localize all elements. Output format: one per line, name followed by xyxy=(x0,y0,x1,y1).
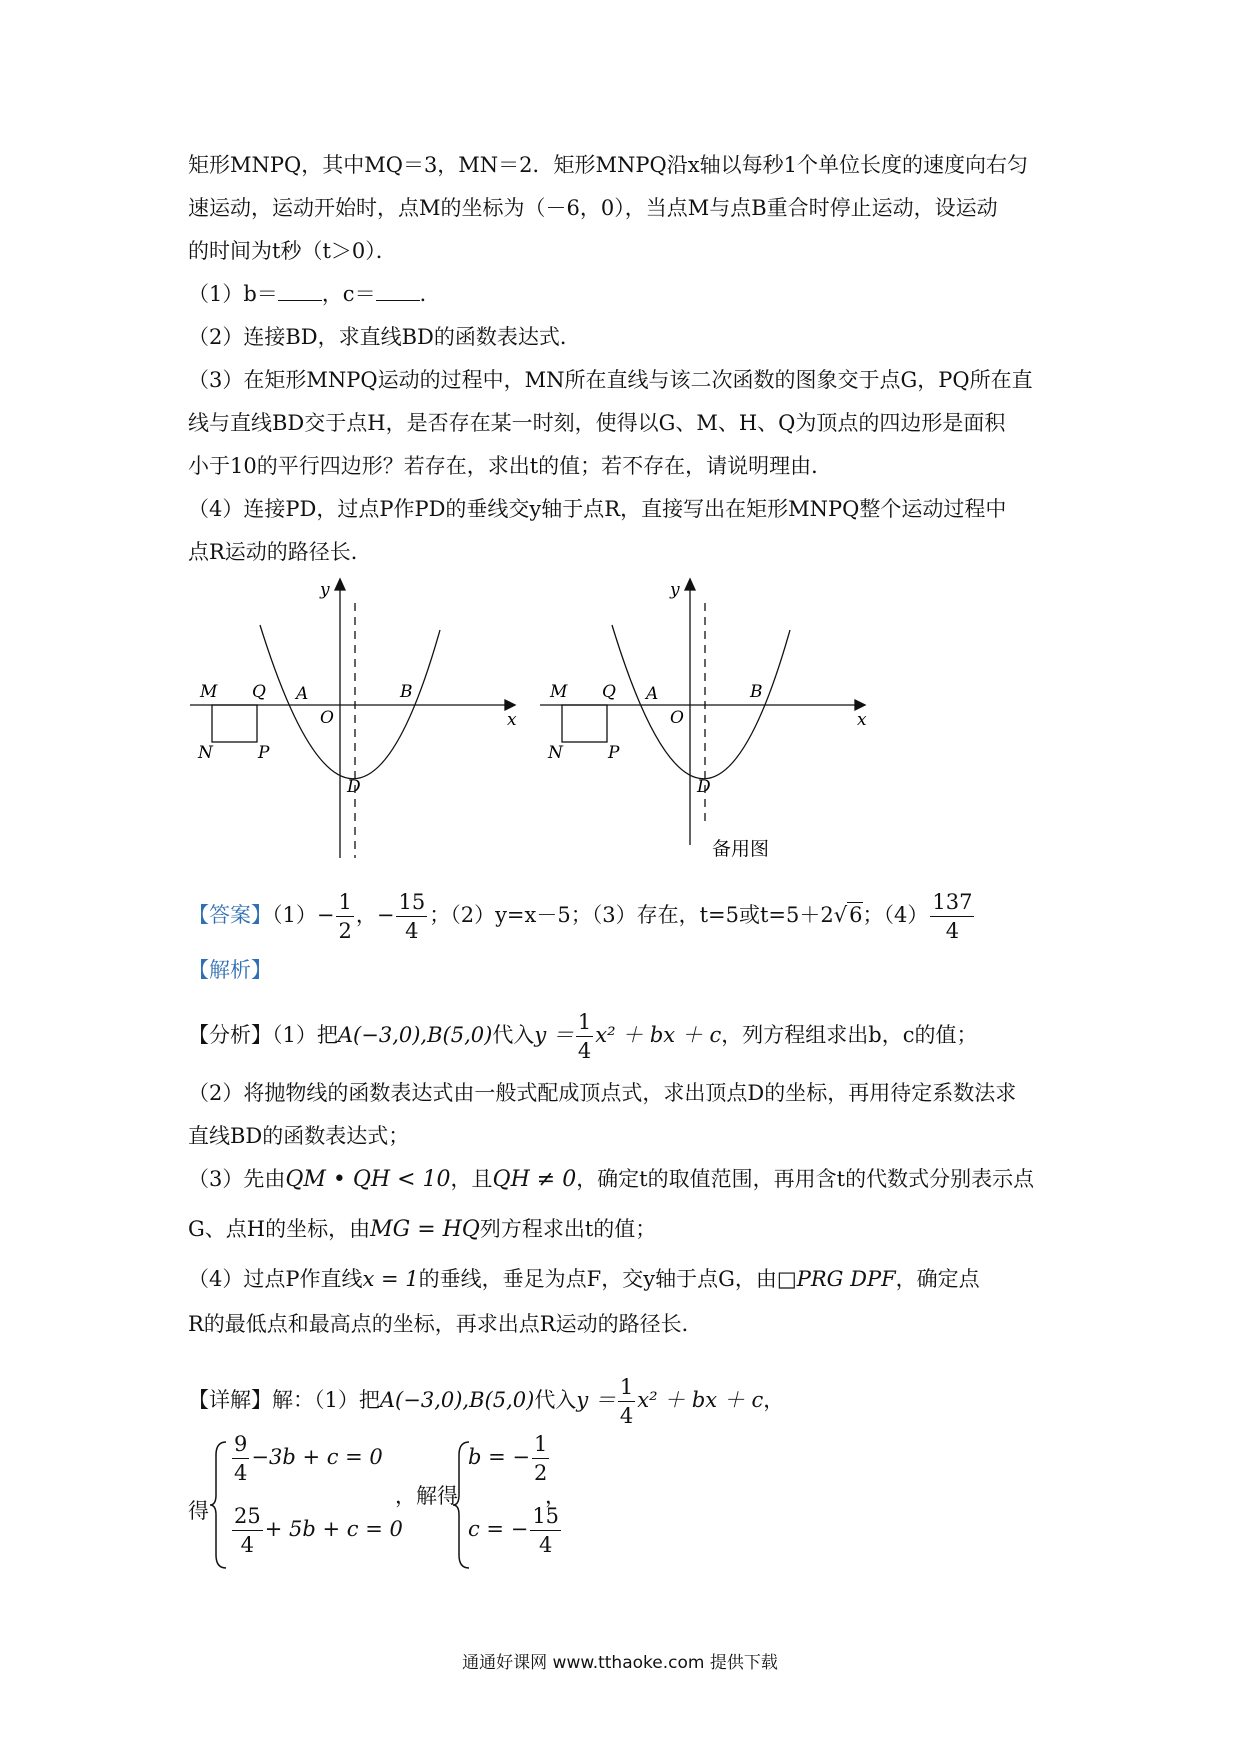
detail-tag: 【详解】 xyxy=(188,1388,272,1412)
frac-den: 2 xyxy=(534,1461,548,1485)
question-3-line-3: 小于10的平行四边形？若存在，求出t的值；若不存在，请说明理由． xyxy=(188,454,833,478)
analysis-line-3: 直线BD的函数表达式； xyxy=(188,1124,410,1148)
label-m: M xyxy=(550,682,568,702)
blank-b xyxy=(278,282,322,301)
answer-fraction-3 xyxy=(930,888,974,945)
answer-comma: ， xyxy=(355,903,377,927)
text: 的垂线，垂足为点F，交y轴于点G，由 xyxy=(418,1267,777,1291)
line-expr: x = 1 xyxy=(362,1267,419,1291)
text: ，列方程组求出b，c的值； xyxy=(721,1023,978,1047)
label-x: x xyxy=(857,710,867,730)
sqrt-symbol: √ xyxy=(833,903,848,927)
frac-num: 15 xyxy=(396,888,427,917)
label-p: P xyxy=(608,743,620,763)
frac-num: 25 xyxy=(232,1502,263,1531)
poly-expr: x² ＋ bx ＋ c xyxy=(637,1388,764,1412)
question-4-line-2: 点R运动的路径长． xyxy=(188,540,372,564)
answer-sign-2: − xyxy=(376,903,395,927)
text: 代入 xyxy=(492,1023,535,1047)
question-3-line-2: 线与直线BD交于点H，是否存在某一时刻，使得以G、M、H、Q为顶点的四边形是面积 xyxy=(188,411,1006,435)
label-y: y xyxy=(320,580,330,600)
left-brace-1 xyxy=(210,1440,230,1570)
answer-fraction-2 xyxy=(396,888,427,945)
label-b: B xyxy=(400,682,413,702)
figure-backup xyxy=(540,575,880,865)
answer-p1: （1） xyxy=(272,903,317,927)
rectangle-mnpq xyxy=(562,705,607,742)
y-expr: y ＝ xyxy=(576,1388,616,1412)
solve-label: ，解得 xyxy=(395,1484,458,1508)
frac-den: 4 xyxy=(945,919,960,943)
q1-end: ． xyxy=(419,282,441,306)
x-axis-arrow-icon xyxy=(505,700,515,710)
label-n: N xyxy=(548,743,563,763)
blank-c xyxy=(376,282,420,301)
analysis-tag: 【分析】 xyxy=(188,1023,272,1047)
question-1 xyxy=(188,279,441,309)
label-y: y xyxy=(670,580,680,600)
analysis-line-7: R的最低点和最高点的坐标，再求出点R运动的路径长． xyxy=(188,1312,703,1336)
analysis-line-4 xyxy=(188,1164,1034,1195)
label-m: M xyxy=(200,682,218,702)
fraction-quarter xyxy=(618,1373,635,1430)
equation-2 xyxy=(230,1502,403,1559)
points-expr: A(−3,0),B(5,0) xyxy=(379,1388,535,1412)
label-o: O xyxy=(320,708,334,728)
solution-c xyxy=(468,1502,563,1559)
text: ，且 xyxy=(450,1167,493,1191)
sol1-fraction xyxy=(532,1430,549,1487)
problem-line-1: 矩形MNPQ，其中MQ＝3，MN＝2．矩形MNPQ沿x轴以每秒1个单位长度的速度向右匀 xyxy=(188,153,1028,177)
frac-den: 4 xyxy=(234,1461,248,1485)
frac-num: 1 xyxy=(532,1430,549,1459)
sol2-lhs: c = − xyxy=(468,1517,529,1541)
figure-main xyxy=(190,575,530,865)
answer-line xyxy=(188,885,976,945)
frac-den: 4 xyxy=(619,1404,634,1428)
answer-tag: 【答案】 xyxy=(188,903,272,927)
frac-den: 4 xyxy=(538,1533,553,1557)
sqrt-argument: 6 xyxy=(849,903,863,927)
text: （1）把 xyxy=(272,1023,338,1047)
text: （4）过点P作直线 xyxy=(188,1267,363,1291)
question-4-line-1: （4）连接PD，过点P作PD的垂线交y轴于点R，直接写出在矩形MNPQ整个运动过程中 xyxy=(188,497,1007,521)
y-axis-arrow-icon xyxy=(335,579,345,590)
text: ， xyxy=(763,1388,785,1412)
label-b: B xyxy=(750,682,763,702)
text: ，确定点 xyxy=(895,1267,980,1291)
text: 代入 xyxy=(534,1388,577,1412)
parabola xyxy=(260,625,440,779)
answer-p2: ；（2）y=x－5；（3）存在，t=5或t=5＋2 xyxy=(429,903,834,927)
label-x: x xyxy=(507,710,517,730)
eq2-fraction xyxy=(232,1502,263,1559)
solution-b xyxy=(468,1430,551,1487)
frac-den: 4 xyxy=(577,1039,592,1063)
sol1-lhs: b = − xyxy=(468,1445,530,1469)
y-axis-arrow-icon xyxy=(685,579,695,590)
de-label: 得 xyxy=(188,1499,209,1523)
points-expr: A(−3,0),B(5,0) xyxy=(337,1023,493,1047)
frac-num: 1 xyxy=(576,1008,593,1037)
frac-num: 1 xyxy=(618,1373,635,1402)
detail-line-1 xyxy=(188,1370,784,1430)
equation-1 xyxy=(230,1430,383,1487)
answer-sign-1: − xyxy=(316,903,335,927)
sol2-fraction xyxy=(530,1502,561,1559)
nonzero-expr: QH ≠ 0 xyxy=(492,1167,577,1192)
analysis-line-2: （2）将抛物线的函数表达式由一般式配成顶点式，求出顶点D的坐标，再用待定系数法求 xyxy=(188,1081,1017,1105)
page-footer: 通通好课网 www.tthaoke.com 提供下载 xyxy=(462,1653,778,1673)
fraction-quarter xyxy=(576,1008,593,1065)
equation-expr: MG = HQ xyxy=(370,1217,480,1242)
text: 解：（1）把 xyxy=(272,1388,380,1412)
label-n: N xyxy=(198,743,213,763)
label-p: P xyxy=(258,743,270,763)
frac-num: 15 xyxy=(530,1502,561,1531)
problem-line-3: 的时间为t秒（t＞0）． xyxy=(188,239,397,263)
text: ，确定t的取值范围，再用含t的代数式分别表示点 xyxy=(576,1167,1035,1191)
parabola xyxy=(612,625,790,779)
frac-den: 4 xyxy=(405,919,419,943)
frac-num: 9 xyxy=(232,1430,249,1459)
backup-caption: 备用图 xyxy=(712,838,770,860)
label-q: Q xyxy=(252,682,266,702)
question-2: （2）连接BD，求直线BD的函数表达式． xyxy=(188,325,581,349)
solution-end: ， xyxy=(545,1484,566,1508)
q1-prefix: （1）b＝ xyxy=(188,282,278,306)
y-expr: y ＝ xyxy=(534,1023,574,1047)
analysis-line-6 xyxy=(188,1264,980,1294)
text: G、点H的坐标，由 xyxy=(188,1217,371,1241)
eq1-rest: −3b + c = 0 xyxy=(251,1445,383,1469)
label-d: D xyxy=(697,777,711,797)
problem-line-2: 速运动，运动开始时，点M的坐标为（－6，0），当点M与点B重合时停止运动，设运动 xyxy=(188,196,998,220)
similarity-expr: □PRG DPF xyxy=(776,1267,896,1291)
frac-den: 4 xyxy=(240,1533,255,1557)
frac-num: 1 xyxy=(336,888,353,917)
text: 列方程求出t的值； xyxy=(479,1217,657,1241)
eq2-rest: + 5b + c = 0 xyxy=(264,1517,403,1541)
analysis-line-5 xyxy=(188,1214,656,1245)
frac-den: 2 xyxy=(338,919,352,943)
answer-fraction-1 xyxy=(336,888,353,945)
frac-num: 137 xyxy=(930,888,974,917)
label-o: O xyxy=(670,708,684,728)
label-d: D xyxy=(347,777,361,797)
inequality-expr: QM • QH < 10 xyxy=(285,1167,451,1192)
x-axis-arrow-icon xyxy=(855,700,865,710)
analysis-heading: 【解析】 xyxy=(188,958,272,982)
analysis-line-1 xyxy=(188,1005,977,1065)
q1-mid: ，c＝ xyxy=(321,282,376,306)
label-q: Q xyxy=(602,682,616,702)
eq1-fraction xyxy=(232,1430,249,1487)
rectangle-mnpq xyxy=(212,705,257,742)
question-3-line-1: （3）在矩形MNPQ运动的过程中，MN所在直线与该二次函数的图象交于点G，PQ所在直 xyxy=(188,368,1033,392)
answer-p4: ；（4） xyxy=(862,903,929,927)
poly-expr: x² ＋ bx ＋ c xyxy=(595,1023,722,1047)
label-a: A xyxy=(646,684,659,704)
label-a: A xyxy=(296,684,309,704)
text: （3）先由 xyxy=(188,1167,286,1191)
